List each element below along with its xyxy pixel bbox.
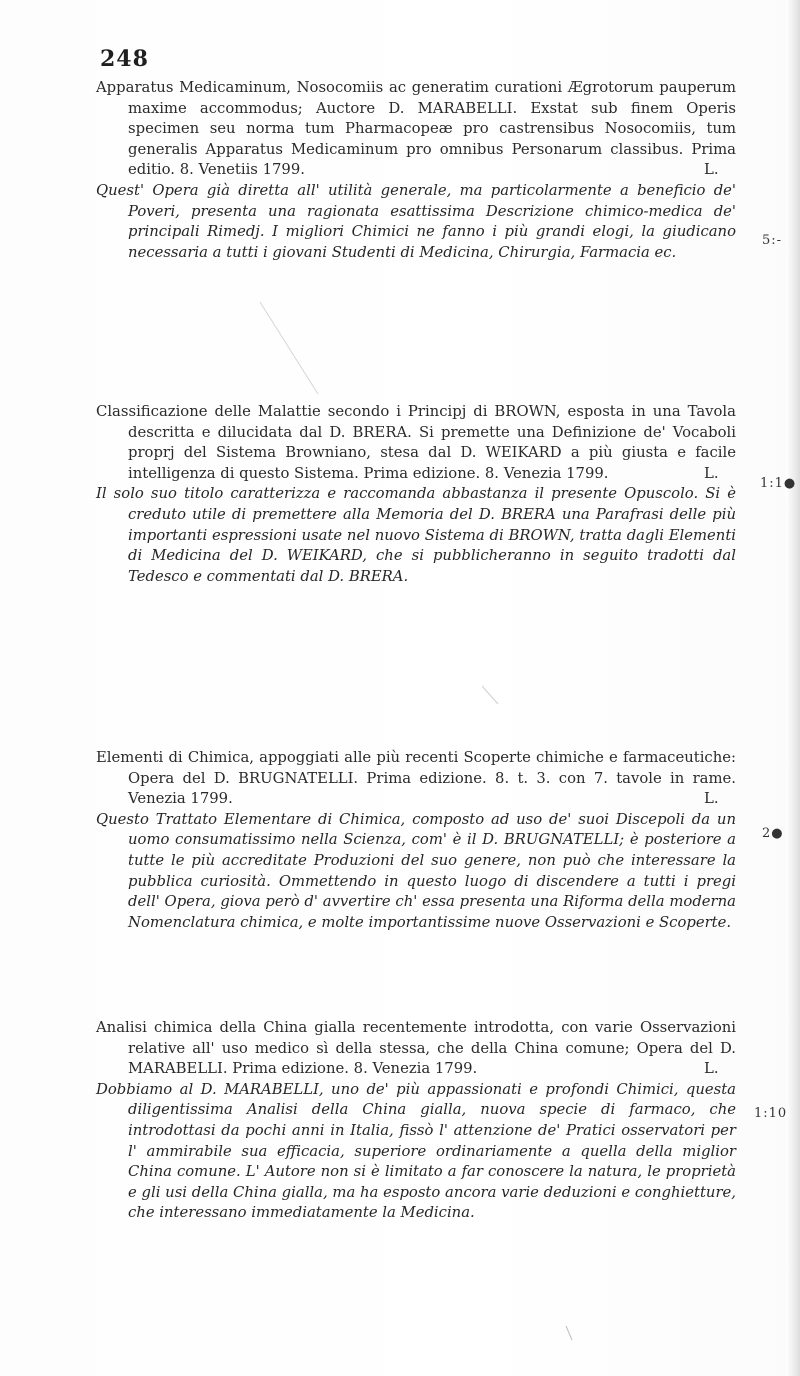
catalog-entry	[96, 78, 736, 263]
page-edge-shadow	[786, 0, 800, 1376]
entry-title: Elementi di Chimica, appoggiati alle più recenti Scoperte chimiche e farmaceutiche: Opera del D. BRUGNATELLI. Prima edizione. 8. t. 3. con 7. tavole in rame. Venezia 1799. L.	[96, 749, 736, 808]
catalog-entry	[96, 748, 736, 933]
entry-description: Quest' Opera già diretta all' utilità generale, ma particolarmente a beneficio de' Poveri, presenta una ragionata esattissima Descrizione chimico-medica de' principali Rimedj. I migliori Chimici ne fanno i più grandi elogi, la giudicano necessaria a tutti i giovani Studenti di Medicina, Chirurgia, Farmacia ec.	[96, 181, 736, 261]
entry-text: Apparatus Medicaminum, Nosocomiis ac generatim curationi Ægrotorum pauperum maxime accommodus; Auctore D. MARABELLI. Exstat sub finem Operis specimen seu norma tum Pharmacopeæ pro castrensibus Nosocomiis, tum generalis Apparatus Medicaminum pro omnibus Personarum classibus. Prima editio. 8. Venetiis 1799.	[96, 79, 736, 179]
entry-text: Classificazione delle Malattie secondo i Principj di BROWN, esposta in una Tavola descritta e dilucidata dal D. BRERA. Si premette una Definizione de' Vocaboli proprj del Sistema Browniano, stesa dal D. WEIKARD a più giusta e facile intelligenza di questo Sistema. Prima edizione. 8. Venezia 1799.	[96, 403, 736, 482]
paper-crease-mark	[566, 1326, 572, 1340]
entry-description: Il solo suo titolo caratterizza e raccomanda abbastanza il presente Opuscolo. Si è creduto utile di premettere alla Memoria del D. BRERA una Parafrasi delle più importanti espressioni usate nel nuovo Sistema di BROWN, tratta dagli Elementi di Medicina del D. WEIKARD, che si pubblicheranno in seguito tradotti dal Tedesco e commentati dal D. BRERA.	[96, 485, 736, 585]
catalog-entry	[96, 402, 736, 587]
entry-title: Classificazione delle Malattie secondo i Principj di BROWN, esposta in una Tavola descritta e dilucidata dal D. BRERA. Si premette una Definizione de' Vocaboli proprj del Sistema Browniano, stesa dal D. WEIKARD a più giusta e facile intelligenza di questo Sistema. Prima edizione. 8. Venezia 1799. L.	[96, 403, 736, 482]
paper-crease-mark	[260, 302, 318, 394]
entry-title: Apparatus Medicaminum, Nosocomiis ac generatim curationi Ægrotorum pauperum maxime accommodus; Auctore D. MARABELLI. Exstat sub finem Operis specimen seu norma tum Pharmacopeæ pro castrensibus Nosocomiis, tum generalis Apparatus Medicaminum pro omnibus Personarum classibus. Prima editio. 8. Venetiis 1799. L.	[96, 79, 736, 179]
entry-description: Dobbiamo al D. MARABELLI, uno de' più appassionati e profondi Chimici, questa diligentissima Analisi della China gialla, nuova specie di farmaco, che introdottasi da pochi anni in Italia, fissò l' attenzione de' Pratici osservatori per l' ammirabile sua efficacia, superiore ordinariamente a quella della miglior China comune. L' Autore non si è limitato a far conoscere la natura, le proprietà e gli usi della China gialla, ma ha esposto ancora varie deduzioni e conghietture, che interessano immediatamente la Medicina.	[96, 1080, 736, 1222]
margin-mark: 1:10	[754, 1106, 788, 1121]
catalog-entry	[96, 1018, 736, 1224]
margin-mark: 5:-	[762, 233, 783, 248]
entry-description: Questo Trattato Elementare di Chimica, composto ad uso de' suoi Discepoli da un uomo consumatissimo nella Scienza, com' è il D. BRUGNATELLI; è posteriore a tutte le più accreditate Produzioni del suo genere, non può che interessare la pubblica curiosità. Ommettendo in questo luogo di discendere a tutti i pregi dell' Opera, giova però d' avvertire ch' essa presenta una Riforma della moderna Nomenclatura chimica, e molte importantissime nuove Osservazioni e Scoperte.	[96, 810, 736, 931]
page-number: 248	[100, 46, 149, 72]
entry-text: Elementi di Chimica, appoggiati alle più recenti Scoperte chimiche e farmaceutiche: Opera del D. BRUGNATELLI. Prima edizione. 8. t. 3. con 7. tavole in rame. Venezia 1799.	[96, 749, 736, 808]
margin-mark: 1:1●	[760, 476, 797, 491]
entry-title: Analisi chimica della China gialla recentemente introdotta, con varie Osservazioni relative all' uso medico sì della stessa, che della China comune; Opera del D. MARABELLI. Prima edizione. 8. Venezia 1799. L.	[96, 1019, 736, 1078]
margin-mark: 2●	[762, 826, 784, 841]
entry-text: Analisi chimica della China gialla recentemente introdotta, con varie Osservazioni relative all' uso medico sì della stessa, che della China comune; Opera del D. MARABELLI. Prima edizione. 8. Venezia 1799.	[96, 1019, 736, 1078]
paper-crease-mark	[482, 686, 498, 704]
